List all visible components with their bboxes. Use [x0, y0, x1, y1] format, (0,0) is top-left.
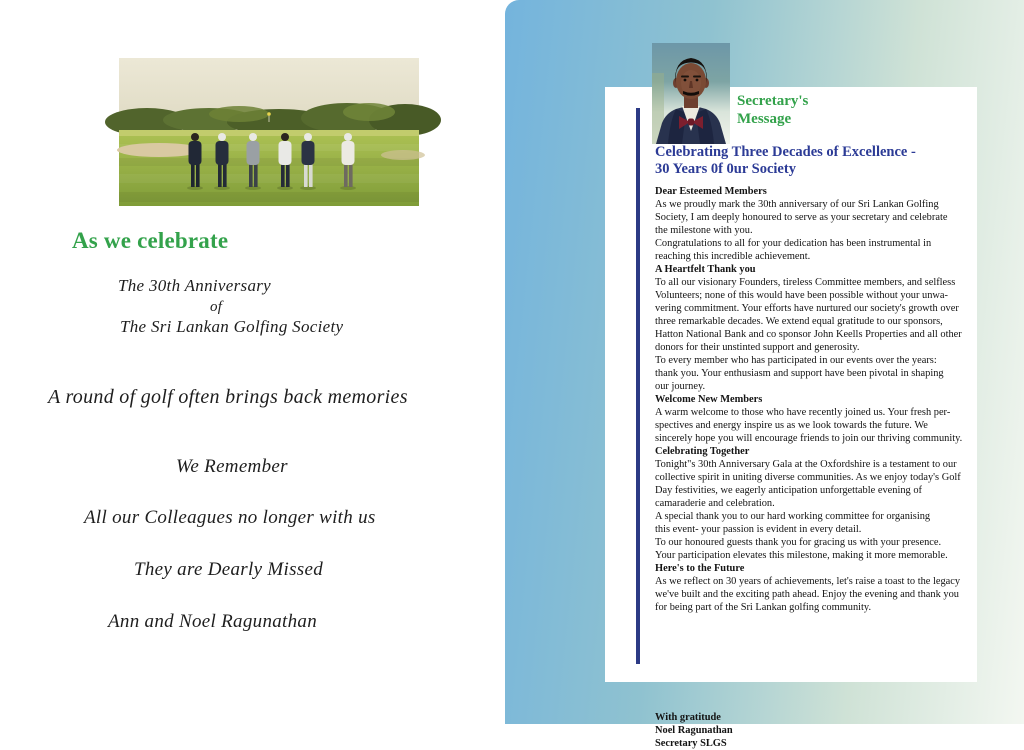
right-page [505, 0, 1024, 749]
message-line: this event- your passion is evident in every detail. [655, 524, 862, 535]
message-line: thank you. Your enthusiasm and support have been pivotal in shaping [655, 368, 944, 379]
secretary-message-header [737, 92, 808, 128]
message-heading [655, 144, 916, 178]
message-line: A warm welcome to those who have recently joined us. Your fresh per- [655, 407, 951, 418]
left-page [0, 0, 500, 724]
message-line: Volunteers; none of this would have been possible without your unwa- [655, 290, 949, 301]
message-heading-line1: Celebrating Three Decades of Excellence - [655, 144, 916, 160]
message-heading-line2: 30 Years 0f 0ur Society [655, 161, 796, 177]
secretary-portrait-illustration [652, 43, 730, 144]
signoff-line: Secretary SLGS [655, 738, 727, 749]
message-line: vering commitment. Your efforts have nurtured our society's growth over [655, 303, 959, 314]
message-line: Society, I am deeply honoured to serve as your secretary and celebrate [655, 212, 948, 223]
message-line: Your participation elevates this milestone, making it more memorable. [655, 550, 948, 561]
message-line: donors for their unstinted support and generosity. [655, 342, 860, 353]
message-line: As we reflect on 30 years of achievements, let's raise a toast to the legacy [655, 576, 961, 587]
message-line: To every member who has participated in our events over the years: [655, 355, 937, 366]
message-line: Here's to the Future [655, 563, 745, 574]
signoff-block [655, 711, 733, 750]
message-line: Hatton National Bank and co sponsor John Keells Properties and all other [655, 329, 962, 340]
message-line: To all our visionary Founders, tireless Committee members, and selfless [655, 277, 956, 288]
message-line: A Heartfelt Thank you [655, 264, 756, 275]
message-line: three remarkable decades. We extend equal gratitude to our sponsors, [655, 316, 943, 327]
message-line: collective spirit in uniting diverse communities. As we enjoy today's Golf [655, 472, 961, 483]
memorial-line: Ann and Noel Ragunathan [108, 611, 318, 632]
message-line: sincerely hope you will encourage friends to join our thriving community. [655, 433, 963, 444]
subtitle-line: The Sri Lankan Golfing Society [120, 317, 344, 336]
message-line: As we proudly mark the 30th anniversary of our Sri Lankan Golfing [655, 199, 939, 210]
memorial-line: A round of golf often brings back memories [48, 386, 408, 408]
memorial-line: We Remember [176, 456, 288, 477]
message-body [655, 185, 975, 614]
message-line: Celebrating Together [655, 446, 750, 457]
memorial-line: All our Colleagues no longer with us [84, 507, 376, 528]
subtitle-line: The 30th Anniversary [118, 276, 272, 295]
message-line: the milestone with you. [655, 225, 753, 236]
left-page-title: As we celebrate [72, 228, 229, 253]
message-line: for being part of the Sri Lankan golfing community. [655, 602, 872, 613]
message-line: spectives and energy inspire us as we look towards the future. We [655, 420, 928, 431]
secretary-header-line1: Secretary's [737, 93, 809, 109]
signoff-line: With gratitude [655, 712, 721, 723]
vertical-rule [636, 108, 640, 664]
message-line: Welcome New Members [655, 394, 763, 405]
message-line: Congratulations to all for your dedication has been instrumental in [655, 238, 932, 249]
message-line: Tonight"s 30th Anniversary Gala at the Oxfordshire is a testament to our [655, 459, 957, 470]
golf-photo-illustration [119, 58, 419, 206]
message-line: A special thank you to our hard working committee for organising [655, 511, 931, 522]
memorial-line: They are Dearly Missed [134, 559, 323, 580]
message-line: Dear Esteemed Members [655, 186, 767, 197]
message-line: Day festivities, we eagerly anticipation unforgettable evening of [655, 485, 922, 496]
golf-photo [119, 58, 419, 206]
secretary-header-line2: Message [737, 111, 792, 127]
message-line: camaraderie and celebration. [655, 498, 775, 509]
message-line: our journey. [655, 381, 706, 392]
subtitle-line: of [210, 299, 223, 315]
signoff-line: Noel Ragunathan [655, 725, 733, 736]
message-line: we've built and the exciting path ahead. Enjoy the evening and thank you [655, 589, 959, 600]
message-card [605, 87, 977, 749]
message-line: reaching this incredible achievement. [655, 251, 811, 262]
secretary-portrait [652, 43, 730, 144]
message-line: To our honoured guests thank you for gracing us with your presence. [655, 537, 942, 548]
